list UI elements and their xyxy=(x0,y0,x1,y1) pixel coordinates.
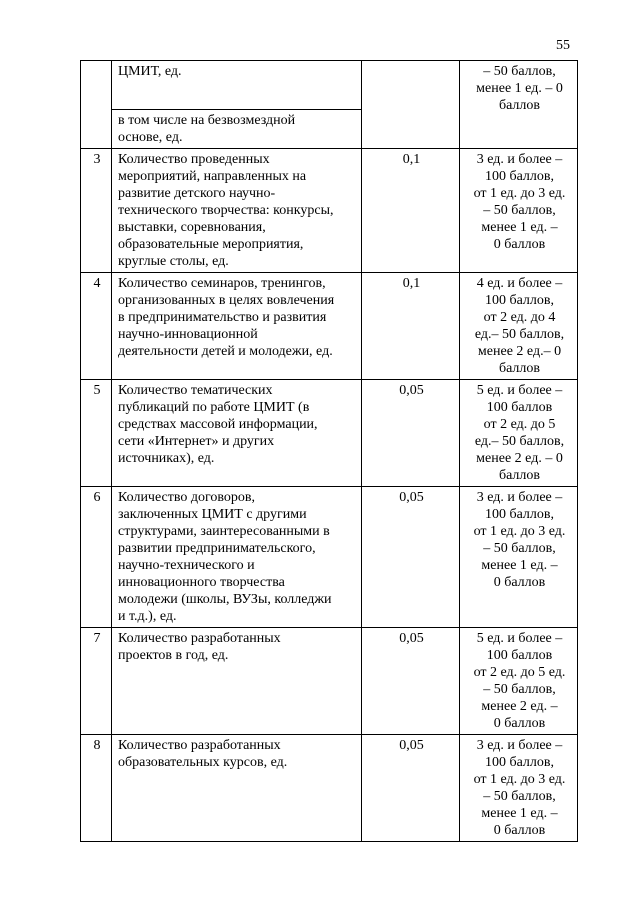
table-row xyxy=(81,735,578,842)
weight-cell: 0,1 xyxy=(362,273,460,380)
table-row xyxy=(81,628,578,735)
weight-cell: 0,1 xyxy=(362,149,460,273)
criterion-name-line: образовательных курсов, ед. xyxy=(118,755,288,770)
criterion-name-line: основе, ед. xyxy=(118,130,183,145)
criterion-name-line: научно-инновационной xyxy=(118,327,258,342)
row-number-cell: 3 xyxy=(81,149,112,273)
criterion-name-line: Количество разработанных xyxy=(118,631,281,646)
score-line: – 50 баллов, xyxy=(483,789,556,804)
score-line: – 50 баллов, xyxy=(483,541,556,556)
weight-cell xyxy=(362,61,460,149)
criterion-name-line: проектов в год, ед. xyxy=(118,648,229,663)
score-line: менее 2 ед. – 0 xyxy=(476,451,563,466)
score-line: 100 баллов, xyxy=(484,755,555,770)
weight-cell: 0,05 xyxy=(362,380,460,487)
criterion-name-line: круглые столы, ед. xyxy=(118,254,229,269)
criterion-name-line: выставки, соревнования, xyxy=(118,220,266,235)
score-line: 100 баллов, xyxy=(484,169,555,184)
criterion-name-line: деятельности детей и молодежи, ед. xyxy=(118,344,333,359)
criterion-name-cell xyxy=(112,149,362,273)
score-cell xyxy=(460,149,578,273)
criterion-name-line: сети «Интернет» и других xyxy=(118,434,275,449)
table-row xyxy=(81,487,578,628)
row-number-cell: 8 xyxy=(81,735,112,842)
score-line: ед.– 50 баллов, xyxy=(474,434,565,449)
score-cell xyxy=(460,61,578,149)
score-line: менее 1 ед. – xyxy=(481,558,558,573)
weight-cell: 0,05 xyxy=(362,487,460,628)
score-line: от 2 ед. до 4 xyxy=(483,310,556,325)
score-line: 5 ед. и более – xyxy=(476,383,563,398)
score-line: ед.– 50 баллов, xyxy=(474,327,565,342)
criterion-name-line: средствах массовой информации, xyxy=(118,417,318,432)
criterion-name-line: образовательные мероприятия, xyxy=(118,237,304,252)
score-cell xyxy=(460,735,578,842)
score-line: баллов xyxy=(498,361,541,376)
row-number-cell xyxy=(81,61,112,149)
score-line: 100 баллов, xyxy=(484,293,555,308)
table-row xyxy=(81,61,578,110)
score-line: от 2 ед. до 5 xyxy=(483,417,556,432)
criterion-name-line: в предпринимательство и развития xyxy=(118,310,327,325)
criterion-name-line: Количество тематических xyxy=(118,383,273,398)
score-line: от 1 ед. до 3 ед. xyxy=(473,186,566,201)
row-number-cell: 6 xyxy=(81,487,112,628)
score-line: 0 баллов xyxy=(493,716,546,731)
score-line: менее 1 ед. – 0 xyxy=(476,81,563,96)
criterion-name-line: Количество договоров, xyxy=(118,490,256,505)
score-cell xyxy=(460,273,578,380)
criterion-name-line: Количество разработанных xyxy=(118,738,281,753)
criterion-name-line: научно-технического и xyxy=(118,558,255,573)
page-number: 55 xyxy=(556,38,570,53)
score-line: 100 баллов xyxy=(486,648,553,663)
weight-cell: 0,05 xyxy=(362,735,460,842)
criterion-name-cell xyxy=(112,628,362,735)
score-line: от 2 ед. до 5 ед. xyxy=(473,665,566,680)
criterion-name-line: развитие детского научно- xyxy=(118,186,276,201)
criterion-name-line: источниках), ед. xyxy=(118,451,215,466)
criterion-name-cell xyxy=(112,380,362,487)
criterion-name-line: организованных в целях вовлечения xyxy=(118,293,335,308)
criterion-name-cell xyxy=(112,735,362,842)
criterion-name-line: развитии предпринимательского, xyxy=(118,541,316,556)
criterion-name-line: структурами, заинтересованными в xyxy=(118,524,330,539)
score-line: – 50 баллов, xyxy=(483,64,556,79)
criterion-name-line: технического творчества: конкурсы, xyxy=(118,203,334,218)
table-row xyxy=(81,149,578,273)
score-line: 0 баллов xyxy=(493,237,546,252)
criteria-table xyxy=(80,60,578,842)
score-line: от 1 ед. до 3 ед. xyxy=(473,772,566,787)
score-cell xyxy=(460,380,578,487)
row-number-cell: 5 xyxy=(81,380,112,487)
criterion-name-line: публикаций по работе ЦМИТ (в xyxy=(118,400,310,415)
score-line: 100 баллов xyxy=(486,400,553,415)
criterion-name-cell xyxy=(112,61,362,110)
table-row xyxy=(81,380,578,487)
score-line: 0 баллов xyxy=(493,823,546,838)
criterion-name-line: Количество семинаров, тренингов, xyxy=(118,276,326,291)
score-line: от 1 ед. до 3 ед. xyxy=(473,524,566,539)
criterion-name-cell xyxy=(112,273,362,380)
score-line: 5 ед. и более – xyxy=(476,631,563,646)
score-line: 3 ед. и более – xyxy=(476,152,563,167)
score-line: 100 баллов, xyxy=(484,507,555,522)
score-line: 3 ед. и более – xyxy=(476,490,563,505)
score-line: 3 ед. и более – xyxy=(476,738,563,753)
criterion-name-line: инновационного творчества xyxy=(118,575,285,590)
row-number-cell: 7 xyxy=(81,628,112,735)
criterion-name-cell xyxy=(112,487,362,628)
criterion-name-line: и т.д.), ед. xyxy=(118,609,177,624)
criteria-table-body xyxy=(81,61,578,842)
criterion-name-line: ЦМИТ, ед. xyxy=(118,64,182,79)
criterion-name-line: в том числе на безвозмездной xyxy=(118,113,296,128)
score-line: менее 2 ед. – xyxy=(481,699,558,714)
criterion-name-line: Количество проведенных xyxy=(118,152,270,167)
score-line: 0 баллов xyxy=(493,575,546,590)
score-line: – 50 баллов, xyxy=(483,682,556,697)
score-cell xyxy=(460,628,578,735)
score-line: менее 1 ед. – xyxy=(481,220,558,235)
table-row xyxy=(81,273,578,380)
score-line: баллов xyxy=(498,98,541,113)
criterion-name-line: заключенных ЦМИТ с другими xyxy=(118,507,307,522)
criterion-name-cell xyxy=(112,110,362,149)
score-line: – 50 баллов, xyxy=(483,203,556,218)
score-line: 4 ед. и более – xyxy=(476,276,563,291)
score-line: баллов xyxy=(498,468,541,483)
score-cell xyxy=(460,487,578,628)
score-line: менее 1 ед. – xyxy=(481,806,558,821)
row-number-cell: 4 xyxy=(81,273,112,380)
weight-cell: 0,05 xyxy=(362,628,460,735)
criterion-name-line: мероприятий, направленных на xyxy=(118,169,307,184)
criterion-name-line: молодежи (школы, ВУЗы, колледжи xyxy=(118,592,332,607)
score-line: менее 2 ед.– 0 xyxy=(477,344,562,359)
